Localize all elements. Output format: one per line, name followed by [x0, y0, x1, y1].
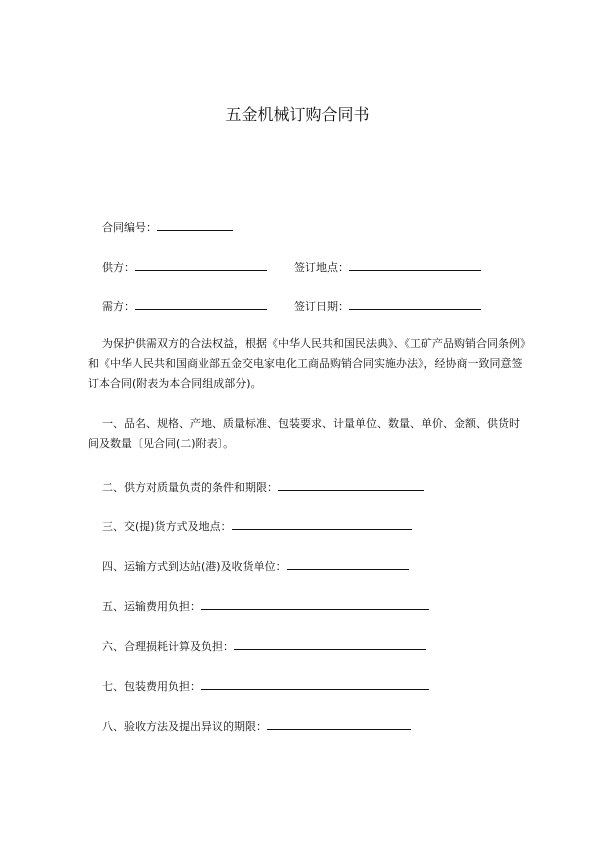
sign-place-row — [294, 258, 481, 275]
supplier-row — [102, 258, 267, 275]
clause-6-row — [102, 637, 426, 654]
clause-5-row — [102, 597, 429, 614]
clause-3-blank — [232, 517, 412, 530]
buyer-blank — [135, 297, 267, 310]
sign-date-label: 签订日期： — [294, 300, 349, 313]
clause-3-row — [102, 517, 412, 534]
clause-6-label: 六、合理损耗计算及负担： — [102, 640, 234, 653]
clause-4-row — [102, 557, 409, 574]
buyer-row — [102, 297, 267, 314]
clause-6-blank — [234, 637, 426, 650]
contract-no-blank — [157, 218, 233, 231]
sign-place-blank — [349, 258, 481, 271]
clause-7-label: 七、包装费用负担： — [102, 680, 201, 693]
contract-no-label: 合同编号： — [102, 221, 157, 234]
clause-1: 一、品名、规格、产地、质量标准、包装要求、计量单位、数量、单价、金额、供货时间及数量〔见合同(二)附表〕。 — [88, 417, 520, 450]
sign-place-label: 签订地点： — [294, 261, 349, 274]
sign-date-blank — [349, 297, 481, 310]
clause-2-blank — [278, 478, 424, 491]
supplier-label: 供方： — [102, 261, 135, 274]
clause-8-blank — [267, 717, 411, 730]
sign-date-row — [294, 297, 481, 314]
clause-4-label: 四、运输方式到达站(港)及收货单位： — [102, 560, 287, 573]
document-title: 五金机械订购合同书 — [225, 105, 370, 124]
clause-8-row — [102, 717, 411, 734]
preamble-paragraph: 为保护供需双方的合法权益，根据《中华人民共和国民法典》、《工矿产品购销合同条例》和《中华人民共和国商业部五金交电家电化工商品购销合同实施办法》，经协商一致同意签订本合同(附表为本合同组成部分)。 — [88, 337, 526, 390]
clause-4-blank — [287, 557, 409, 570]
clause-7-row — [102, 677, 429, 694]
clause-3-label: 三、交(提)货方式及地点： — [102, 520, 232, 533]
contract-no-row — [102, 218, 233, 235]
clause-2-label: 二、供方对质量负责的条件和期限： — [102, 481, 278, 494]
clause-2-row — [102, 478, 424, 495]
clause-5-label: 五、运输费用负担： — [102, 600, 201, 613]
clause-7-blank — [201, 677, 429, 690]
clause-8-label: 八、验收方法及提出异议的期限： — [102, 720, 267, 733]
clause-5-blank — [201, 597, 429, 610]
supplier-blank — [135, 258, 267, 271]
buyer-label: 需方： — [102, 300, 135, 313]
